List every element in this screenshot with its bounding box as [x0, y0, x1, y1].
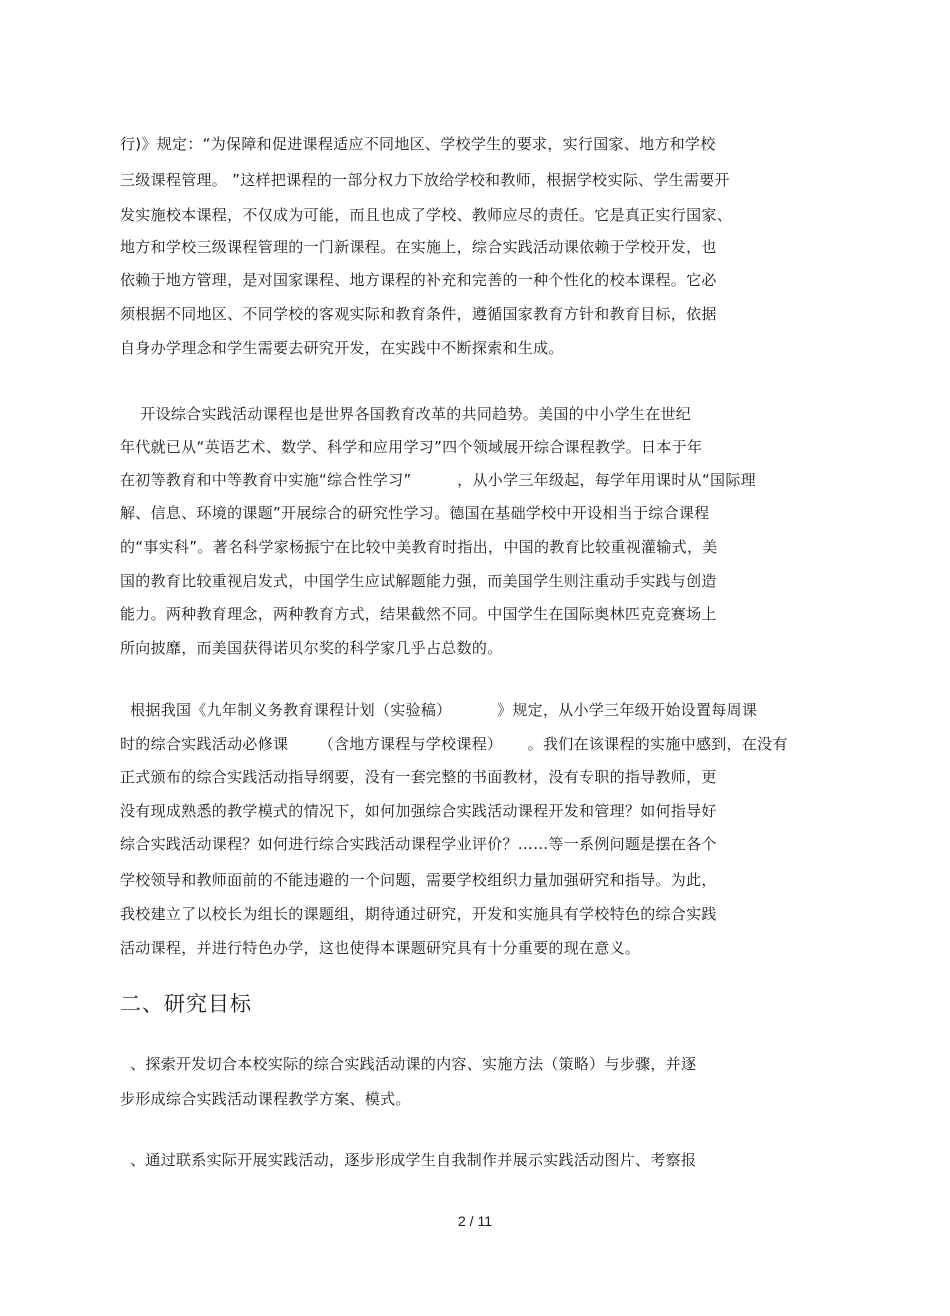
- text-line: 能力。两种教育理念，两种教育方式，结果截然不同。中国学生在国际奥林匹克竞赛场上: [120, 605, 717, 623]
- text-line: 国的教育比较重视启发式，中国学生应试解题能力强，而美国学生则注重动手实践与创造: [120, 572, 717, 590]
- text-line: 依赖于地方管理，是对国家课程、地方课程的补充和完善的一种个性化的校本课程。它必: [120, 271, 717, 289]
- text-line: 我校建立了以校长为组长的课题组，期待通过研究，开发和实施具有学校特色的综合实践: [120, 905, 717, 923]
- text-line: 学校领导和教师面前的不能违避的一个问题，需要学校组织力量加强研究和指导。为此，: [120, 871, 717, 889]
- text-line: 自身办学理念和学生需要去研究开发，在实践中不断探索和生成。: [120, 339, 564, 357]
- text-line: 须根据不同地区、不同学校的客观实际和教育条件，遵循国家教育方针和教育目标，依据: [120, 305, 717, 323]
- section-heading: 二、研究目标: [120, 992, 252, 1016]
- text-line: 根据我国《九年制义务教育课程计划（实验稿） 》规定，从小学三年级开始设置每周课: [120, 701, 758, 719]
- text-line: 所向披靡，而美国获得诺贝尔奖的科学家几乎占总数的。: [120, 639, 503, 657]
- text-line: 正式颁布的综合实践活动指导纲要，没有一套完整的书面教材，没有专职的指导教师，更: [120, 768, 717, 786]
- text-line: 的“事实科”。著名科学家杨振宁在比较中美教育时指出，中国的教育比较重视灌输式，美: [120, 538, 718, 556]
- text-line: 活动课程，并进行特色办学，这也使得本课题研究具有十分重要的现在意义。: [120, 939, 641, 957]
- text-line: 地方和学校三级课程管理的一门新课程。在实施上，综合实践活动课依赖于学校开发，也: [120, 238, 717, 256]
- text-line: 、通过联系实际开展实践活动，逐步形成学生自我制作并展示实践活动图片、考察报: [120, 1151, 697, 1169]
- text-line: 开设综合实践活动课程也是世界各国教育改革的共同趋势。美国的中小学生在世纪: [120, 405, 692, 423]
- text-line: 、探索开发切合本校实际的综合实践活动课的内容、实施方法（策略）与步骤，并逐: [120, 1055, 697, 1073]
- page-number: 2 / 11: [458, 1213, 492, 1229]
- text-line: 发实施校本课程，不仅成为可能，而且也成了学校、教师应尽的责任。它是真正实行国家、: [120, 206, 733, 224]
- text-line: 时的综合实践活动必修课 （含地方课程与学校课程） 。我们在该课程的实施中感到，在没有: [120, 735, 788, 753]
- text-line: 行)》规定：“为保障和促进课程适应不同地区、学校学生的要求，实行国家、地方和学校: [120, 135, 716, 153]
- text-line: 三级课程管理。 ”这样把课程的一部分权力下放给学校和教师，根据学校实际、学生需要开: [120, 171, 730, 189]
- text-line: 综合实践活动课程？如何进行综合实践活动课程学业评价？……等一系例问题是摆在各个: [120, 835, 717, 853]
- text-line: 没有现成熟悉的教学模式的情况下，如何加强综合实践活动课程开发和管理？如何指导好: [120, 802, 717, 820]
- text-line: 年代就已从“英语艺术、数学、科学和应用学习”四个领域展开综合课程教学。日本于年: [120, 438, 703, 456]
- text-line: 解、信息、环境的课题”开展综合的研究性学习。德国在基础学校中开设相当于综合课程: [120, 504, 710, 522]
- text-line: 在初等教育和中等教育中实施“综合性学习” ，从小学三年级起，每学年用课时从“国际理: [120, 471, 756, 489]
- text-line: 步形成综合实践活动课程教学方案、模式。: [120, 1090, 411, 1108]
